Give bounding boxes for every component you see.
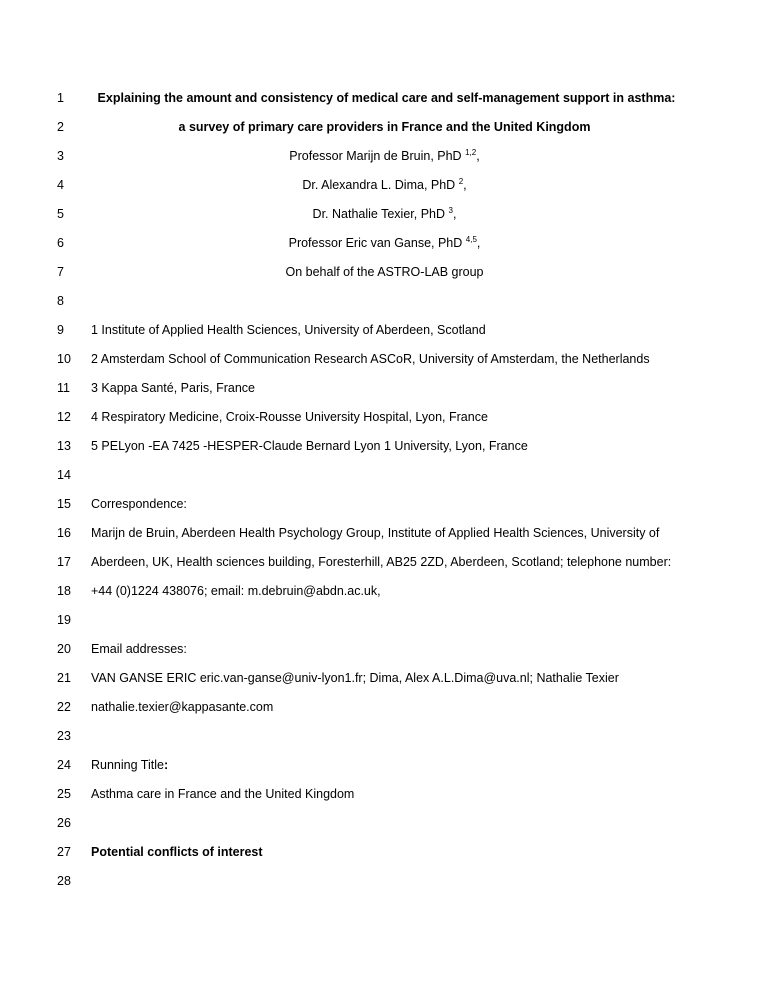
email-text: nathalie.texier@kappasante.com — [91, 700, 274, 714]
line-number: 18 — [57, 584, 71, 598]
correspondence-text: +44 (0)1224 438076; email: m.debruin@abdn.ac.uk, — [91, 584, 381, 598]
paper-title-line-1: Explaining the amount and consistency of medical care and self-management support in asthma: — [97, 91, 676, 105]
author-suffix: , — [476, 236, 481, 250]
line-number: 22 — [57, 700, 71, 714]
line-number: 16 — [57, 526, 71, 540]
line-number: 12 — [57, 410, 71, 424]
line-number: 27 — [57, 845, 71, 859]
line-number: 3 — [57, 149, 64, 163]
line-number: 14 — [57, 468, 71, 482]
line-number: 17 — [57, 555, 71, 569]
line-number: 28 — [57, 874, 71, 888]
author-affiliation-marker: 2 — [458, 177, 464, 186]
author-affiliation-marker: 1,2 — [465, 148, 477, 157]
correspondence-heading: Correspondence: — [91, 497, 187, 511]
affiliation: 5 PELyon -EA 7425 -HESPER-Claude Bernard Lyon 1 University, Lyon, France — [91, 439, 528, 453]
correspondence-text: Aberdeen, UK, Health sciences building, Foresterhill, AB25 2ZD, Aberdeen, Scotland; telephone number: — [91, 555, 672, 569]
author-name: Dr. Nathalie Texier, PhD — [312, 207, 446, 221]
line-number: 19 — [57, 613, 71, 627]
author-line — [91, 204, 678, 224]
line-number: 23 — [57, 729, 71, 743]
email-text: VAN GANSE ERIC eric.van-ganse@univ-lyon1.fr; Dima, Alex A.L.Dima@uva.nl; Nathalie Texier — [91, 671, 619, 685]
author-line — [91, 146, 678, 166]
author-name: Professor Marijn de Bruin, PhD — [289, 149, 462, 163]
author-affiliation-marker: 3 — [448, 206, 453, 215]
line-number: 21 — [57, 671, 71, 685]
line-number: 10 — [57, 352, 71, 366]
author-line — [91, 175, 678, 195]
line-number: 20 — [57, 642, 71, 656]
line-number: 15 — [57, 497, 71, 511]
author-line — [91, 233, 678, 253]
line-number: 5 — [57, 207, 64, 221]
author-suffix: , — [452, 207, 457, 221]
correspondence-text: Marijn de Bruin, Aberdeen Health Psychology Group, Institute of Applied Health Sciences, University of — [91, 526, 660, 540]
author-affiliation-marker: 4,5 — [465, 235, 477, 244]
line-number: 13 — [57, 439, 71, 453]
line-number: 6 — [57, 236, 64, 250]
line-number: 7 — [57, 265, 64, 279]
line-number: 8 — [57, 294, 64, 308]
running-title-label: Running Title — [91, 758, 164, 772]
affiliation: 3 Kappa Santé, Paris, France — [91, 381, 255, 395]
author-suffix: , — [463, 178, 467, 192]
affiliation: 2 Amsterdam School of Communication Research ASCoR, University of Amsterdam, the Netherlands — [91, 352, 650, 366]
line-number: 25 — [57, 787, 71, 801]
author-suffix: , — [476, 149, 480, 163]
line-number: 4 — [57, 178, 64, 192]
affiliation: 4 Respiratory Medicine, Croix-Rousse University Hospital, Lyon, France — [91, 410, 488, 424]
running-title-heading — [91, 755, 713, 775]
paper-title-line-2: a survey of primary care providers in France and the United Kingdom — [178, 120, 591, 134]
line-number: 11 — [57, 381, 70, 395]
running-title-text: Asthma care in France and the United Kingdom — [91, 787, 355, 801]
line-number: 2 — [57, 120, 64, 134]
email-heading: Email addresses: — [91, 642, 187, 656]
line-number: 1 — [57, 91, 64, 105]
running-title-colon: : — [163, 758, 169, 772]
conflicts-heading: Potential conflicts of interest — [91, 845, 263, 859]
line-number: 24 — [57, 758, 71, 772]
affiliation: 1 Institute of Applied Health Sciences, University of Aberdeen, Scotland — [91, 323, 486, 337]
group-line: On behalf of the ASTRO-LAB group — [285, 265, 484, 279]
author-name: Professor Eric van Ganse, PhD — [288, 236, 463, 250]
author-name: Dr. Alexandra L. Dima, PhD — [302, 178, 456, 192]
line-number: 9 — [57, 323, 64, 337]
line-number: 26 — [57, 816, 71, 830]
